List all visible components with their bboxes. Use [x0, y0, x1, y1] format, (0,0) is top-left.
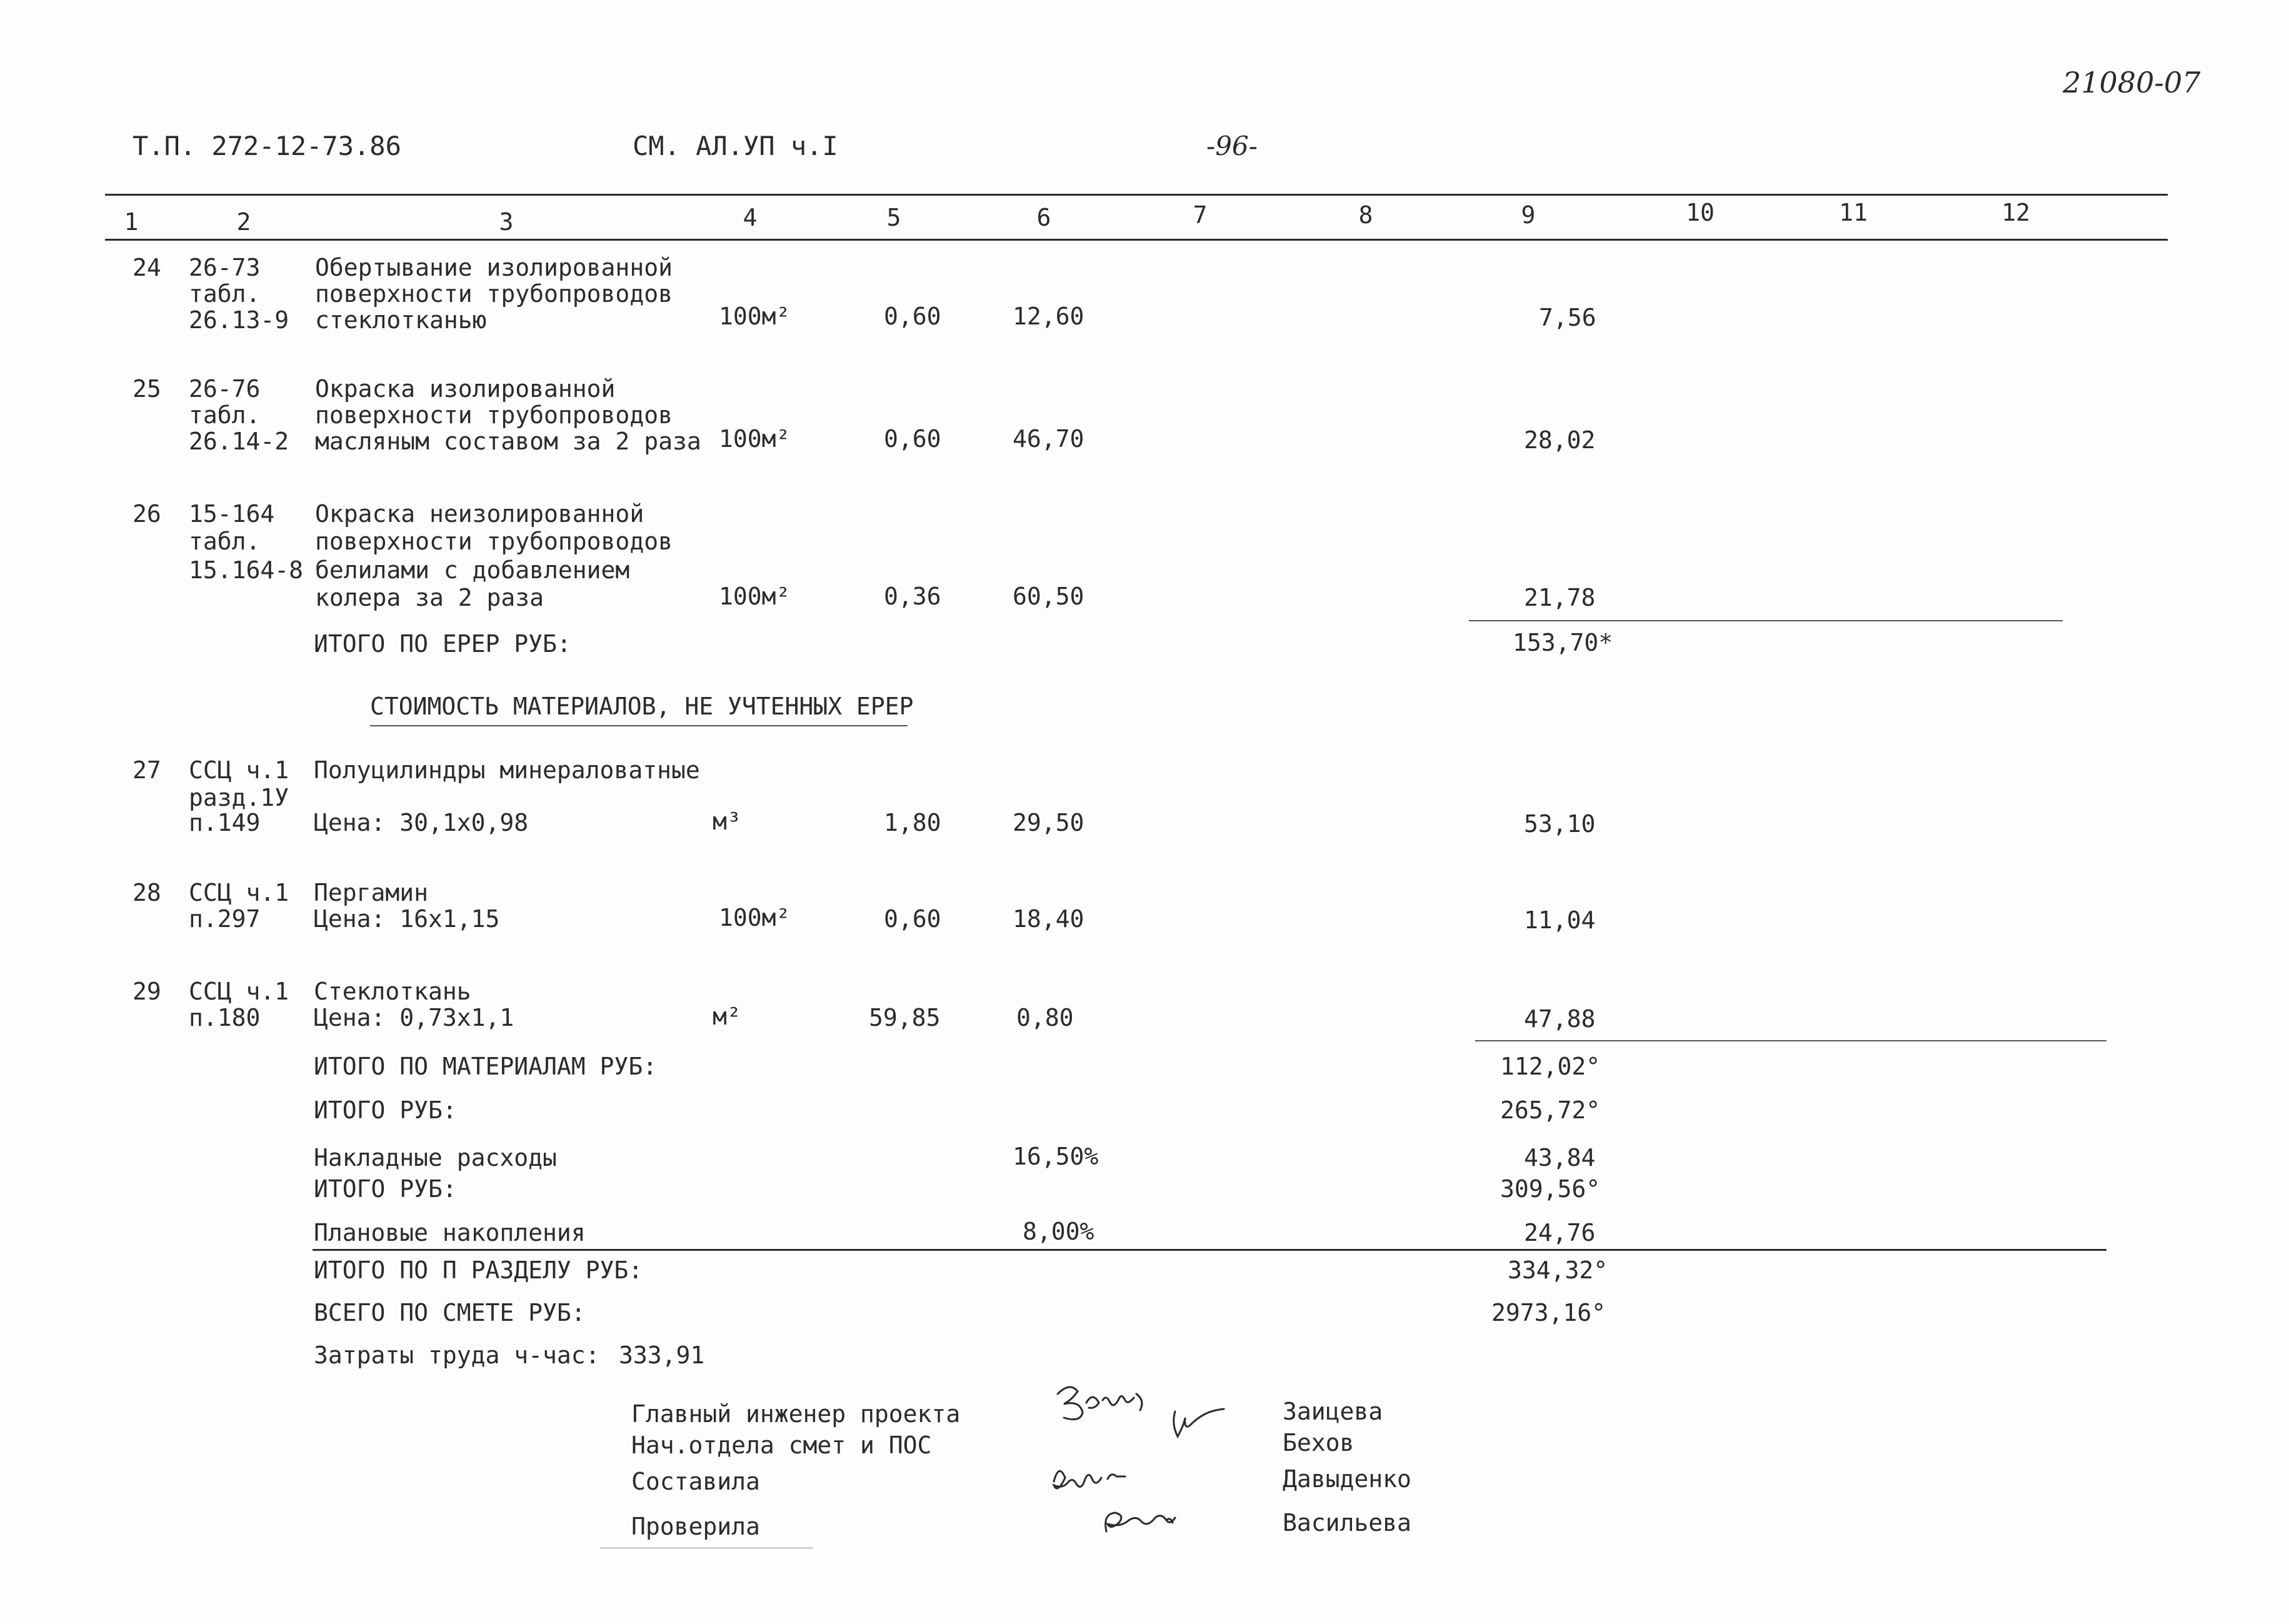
unit: 100м² [719, 904, 791, 931]
project-code: Т.П. 272-12-73.86 [133, 131, 401, 161]
total-cost: 47,88 [1524, 1005, 1596, 1033]
material-price-formula: Цена: 16х1,15 [314, 905, 500, 933]
unit: 100м² [719, 425, 791, 453]
materials-rule [1475, 1040, 2106, 1041]
rate-code: 26-73 [189, 254, 261, 281]
column-header: 4 [743, 204, 758, 231]
column-header: 12 [2001, 199, 2030, 226]
subtotal-value: 153,70* [1513, 629, 1613, 656]
row-number: 24 [133, 254, 161, 281]
total-cost: 53,10 [1524, 810, 1596, 838]
subtotal-rule [1469, 620, 2063, 621]
material-price-formula: Цена: 0,73х1,1 [314, 1004, 514, 1031]
total-rate: 16,50% [1013, 1143, 1099, 1170]
total-value: 334,32° [1508, 1256, 1608, 1284]
row-number: 27 [133, 756, 161, 784]
rate-code: разд.1У [189, 784, 289, 811]
labor-value: 333,91 [619, 1341, 705, 1369]
rate-code: 26.14-2 [189, 428, 289, 455]
row-number: 26 [133, 500, 161, 528]
total-label: ИТОГО ПО МАТЕРИАЛАМ РУБ: [314, 1053, 658, 1080]
quantity: 0,36 [884, 583, 941, 610]
work-name: масляным составом за 2 раза [315, 428, 701, 455]
total-label: ИТОГО РУБ: [314, 1175, 457, 1203]
column-header: 1 [124, 208, 139, 236]
total-value: 265,72° [1500, 1096, 1601, 1124]
column-header: 2 [236, 208, 251, 236]
material-name: Полуцилиндры минераловатные [314, 756, 700, 784]
work-name: поверхности трубопроводов [315, 528, 673, 555]
rate-code: 26-76 [189, 375, 261, 403]
total-cost: 7,56 [1539, 304, 1596, 331]
column-header: 6 [1036, 204, 1051, 231]
work-name: Обертывание изолированной [315, 254, 673, 281]
row-number: 29 [133, 978, 161, 1005]
unit: м² [713, 1003, 741, 1030]
column-header: 5 [886, 204, 901, 231]
total-value: 24,76 [1524, 1219, 1596, 1246]
quantity: 0,60 [884, 905, 941, 933]
work-name: белилами с добавлением [315, 556, 630, 584]
signer-role: Проверила [631, 1513, 760, 1540]
total-label: ИТОГО РУБ: [314, 1096, 457, 1124]
unit-price: 0,80 [1016, 1004, 1074, 1031]
column-header: 10 [1686, 199, 1715, 226]
total-label: ИТОГО ПО П РАЗДЕЛУ РУБ: [314, 1256, 643, 1284]
table-top-rule [105, 194, 2168, 196]
rate-code: 15.164-8 [189, 556, 304, 584]
signer-name: Васильева [1283, 1509, 1411, 1536]
rate-code: табл. [189, 528, 261, 555]
row-number: 28 [133, 879, 161, 906]
total-cost: 21,78 [1524, 584, 1596, 611]
rate-code: ССЦ ч.1 [189, 756, 289, 784]
unit: 100м² [719, 303, 791, 330]
column-header: 3 [499, 208, 514, 236]
row-number: 25 [133, 375, 161, 403]
work-name: Окраска изолированной [315, 375, 616, 403]
signer-role: Нач.отдела смет и ПОС [631, 1431, 932, 1459]
total-cost: 28,02 [1524, 426, 1596, 454]
unit-price: 12,60 [1013, 303, 1084, 330]
total-cost: 11,04 [1524, 906, 1596, 934]
unit-price: 29,50 [1013, 809, 1084, 836]
subtotal-label: ИТОГО ПО ЕРЕР РУБ: [314, 630, 571, 658]
column-header: 9 [1521, 201, 1536, 229]
material-price-formula: Цена: 30,1х0,98 [314, 809, 529, 836]
rate-code: п.180 [189, 1004, 261, 1031]
section-total-rule [313, 1249, 2106, 1251]
total-label: Накладные расходы [314, 1144, 557, 1171]
total-value: 112,02° [1500, 1053, 1601, 1080]
unit: м³ [713, 808, 741, 835]
labor-label: Затраты труда ч-час: [314, 1341, 600, 1369]
quantity: 1,80 [884, 809, 941, 836]
rate-code: табл. [189, 280, 261, 308]
page-number: -96- [1206, 131, 1258, 161]
work-name: Окраска неизолированной [315, 500, 644, 528]
signer-role: Главный инженер проекта [631, 1400, 961, 1428]
rate-code: п.149 [189, 809, 261, 836]
material-name: Стеклоткань [314, 978, 471, 1005]
column-header: 8 [1358, 201, 1373, 229]
unit-price: 46,70 [1013, 425, 1084, 453]
section-title-underline [370, 725, 908, 726]
signer-name: Бехов [1283, 1429, 1355, 1456]
quantity: 59,85 [869, 1004, 941, 1031]
unit-price: 60,50 [1013, 583, 1084, 610]
total-rate: 8,00% [1023, 1218, 1094, 1245]
signer-name: Давыденко [1283, 1465, 1411, 1493]
rate-code: п.297 [189, 905, 261, 933]
total-value: 309,56° [1500, 1175, 1601, 1203]
rate-code: ССЦ ч.1 [189, 978, 289, 1005]
material-name: Пергамин [314, 879, 429, 906]
work-name: поверхности трубопроводов [315, 401, 673, 429]
section-title: СТОИМОСТЬ МАТЕРИАЛОВ, НЕ УЧТЕННЫХ ЕРЕР [370, 693, 914, 720]
header-bottom-rule [105, 239, 2168, 241]
signer-name: Заицева [1283, 1398, 1383, 1425]
rate-code: 26.13-9 [189, 306, 289, 334]
total-label: Плановые накопления [314, 1219, 586, 1246]
column-header: 11 [1839, 199, 1868, 226]
column-header: 7 [1193, 201, 1208, 229]
total-value: 2973,16° [1491, 1299, 1606, 1326]
rate-code: 15-164 [189, 500, 275, 528]
rate-code: табл. [189, 401, 261, 429]
work-name: колера за 2 раза [315, 584, 544, 611]
total-value: 43,84 [1524, 1144, 1596, 1171]
work-name: поверхности трубопроводов [315, 280, 673, 308]
quantity: 0,60 [884, 425, 941, 453]
archive-number: 21080-07 [2063, 66, 2201, 99]
sheet-reference: СМ. АЛ.УП ч.I [633, 131, 838, 161]
unit-price: 18,40 [1013, 905, 1084, 933]
signature-scribbles [1050, 1375, 1263, 1550]
unit: 100м² [719, 583, 791, 610]
rate-code: ССЦ ч.1 [189, 879, 289, 906]
total-label: ВСЕГО ПО СМЕТЕ РУБ: [314, 1299, 586, 1326]
signer-role: Составила [631, 1468, 760, 1495]
work-name: стеклотканью [315, 306, 487, 334]
quantity: 0,60 [884, 303, 941, 330]
